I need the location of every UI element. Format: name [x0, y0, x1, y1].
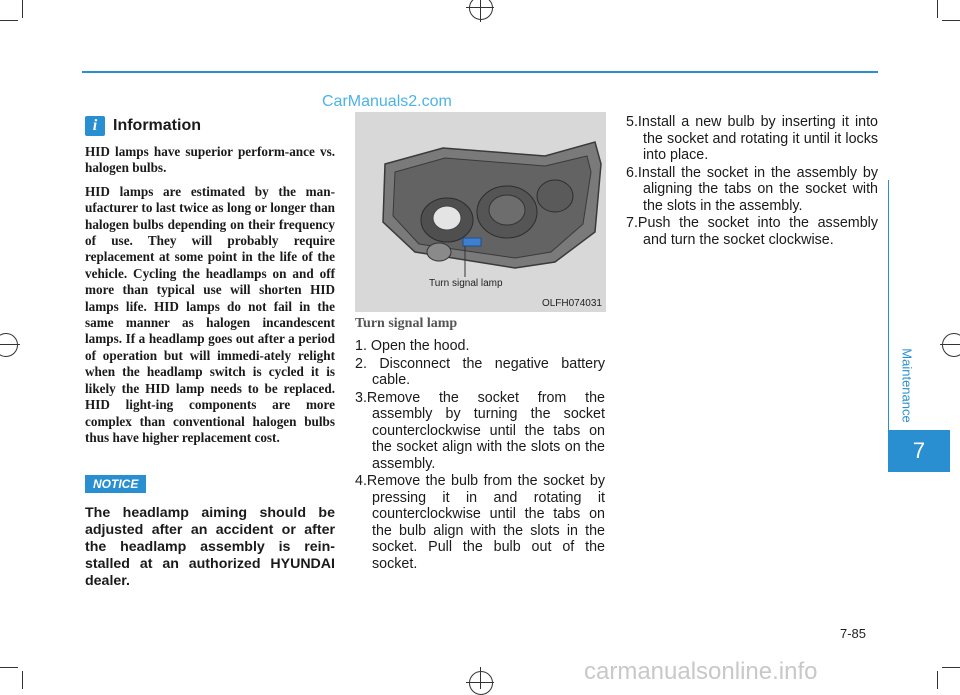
crop-mark [942, 20, 960, 21]
registration-mark [480, 0, 481, 22]
crop-mark [937, 0, 938, 18]
step-item: 1. Open the hood. [355, 338, 470, 354]
step-item: 2. Disconnect the negative battery cable. [355, 355, 605, 388]
crop-mark [22, 671, 23, 689]
watermark-top[interactable]: CarManuals2.com [322, 93, 452, 110]
info-header [85, 116, 335, 136]
step-item: 3.Remove the socket from the assembly by turning the socket counterclockwise until the tabs on the socket align with the slots on the assembly. [355, 389, 605, 472]
registration-mark [0, 344, 20, 345]
notice-text: The headlamp aiming should be adjusted after an accident or after the headlamp assembly is rein-stalled at an authorized HYUNDAI dealer. [85, 505, 335, 590]
watermark-bottom[interactable]: carmanualsonline.info [584, 658, 818, 685]
registration-mark [469, 0, 493, 20]
notice-badge: NOTICE [85, 475, 146, 493]
info-column [85, 116, 335, 590]
registration-mark [466, 682, 494, 683]
page-number: 7-85 [840, 626, 867, 641]
chapter-number: 7 [888, 430, 950, 472]
side-tab-text: Maintenance [899, 347, 915, 423]
info-title: Information [113, 117, 201, 134]
crop-mark [0, 667, 18, 668]
registration-mark [0, 333, 18, 357]
header-rule [82, 71, 878, 73]
figure-code: OLFH074031 [541, 298, 602, 309]
side-tab-label [892, 340, 922, 430]
side-tab-rule [888, 180, 889, 430]
step-item: 5.Install a new bulb by inserting it into the socket and rotating it until it locks into place. [626, 114, 878, 163]
info-icon: i [85, 116, 105, 136]
figure-callout: Turn signal lamp [429, 278, 503, 289]
registration-mark [940, 344, 960, 345]
registration-mark [469, 671, 493, 695]
steps-column-3 [626, 114, 878, 249]
step-item: 7.Push the socket into the assembly and turn the socket clockwise. [626, 215, 878, 248]
crop-mark [942, 667, 960, 668]
info-paragraph: HID lamps are estimated by the man-ufacturer to last twice as long or longer than halogen bulbs depending on their frequency of use. They will probably require replacement at some point in the life of the vehicle. Cycling the headlamps on and off more than typical use will shorten HID lamps life. HID lamps do not fail in the same manner as halogen incandescent lamps. If a headlamp goes out after a period of operation but will immedi-ately relight when the headlamp switch is cycled it is likely the HID lamp needs to be replaced. HID light-ing components are more complex than conventional halogen bulbs thus have higher replacement cost. [85, 183, 335, 445]
step-item: 6.Install the socket in the assembly by aligning the tabs on the socket with the slots in the assembly. [626, 164, 878, 214]
registration-mark [466, 7, 494, 8]
info-paragraph: HID lamps have superior perform-ance vs. halogen bulbs. [85, 144, 335, 176]
crop-mark [937, 671, 938, 689]
crop-mark [22, 0, 23, 18]
steps-column-2 [355, 316, 605, 573]
step-item: 4.Remove the bulb from the socket by pressing it in and rotating it counterclockwise until the tabs on the bulb align with the slots in the socket. Pull the bulb out of the socket. [355, 473, 605, 572]
registration-mark [480, 667, 481, 689]
crop-mark [0, 20, 18, 21]
headlamp-figure [355, 112, 606, 312]
registration-mark [942, 333, 960, 357]
section-title: Turn signal lamp [355, 316, 458, 331]
